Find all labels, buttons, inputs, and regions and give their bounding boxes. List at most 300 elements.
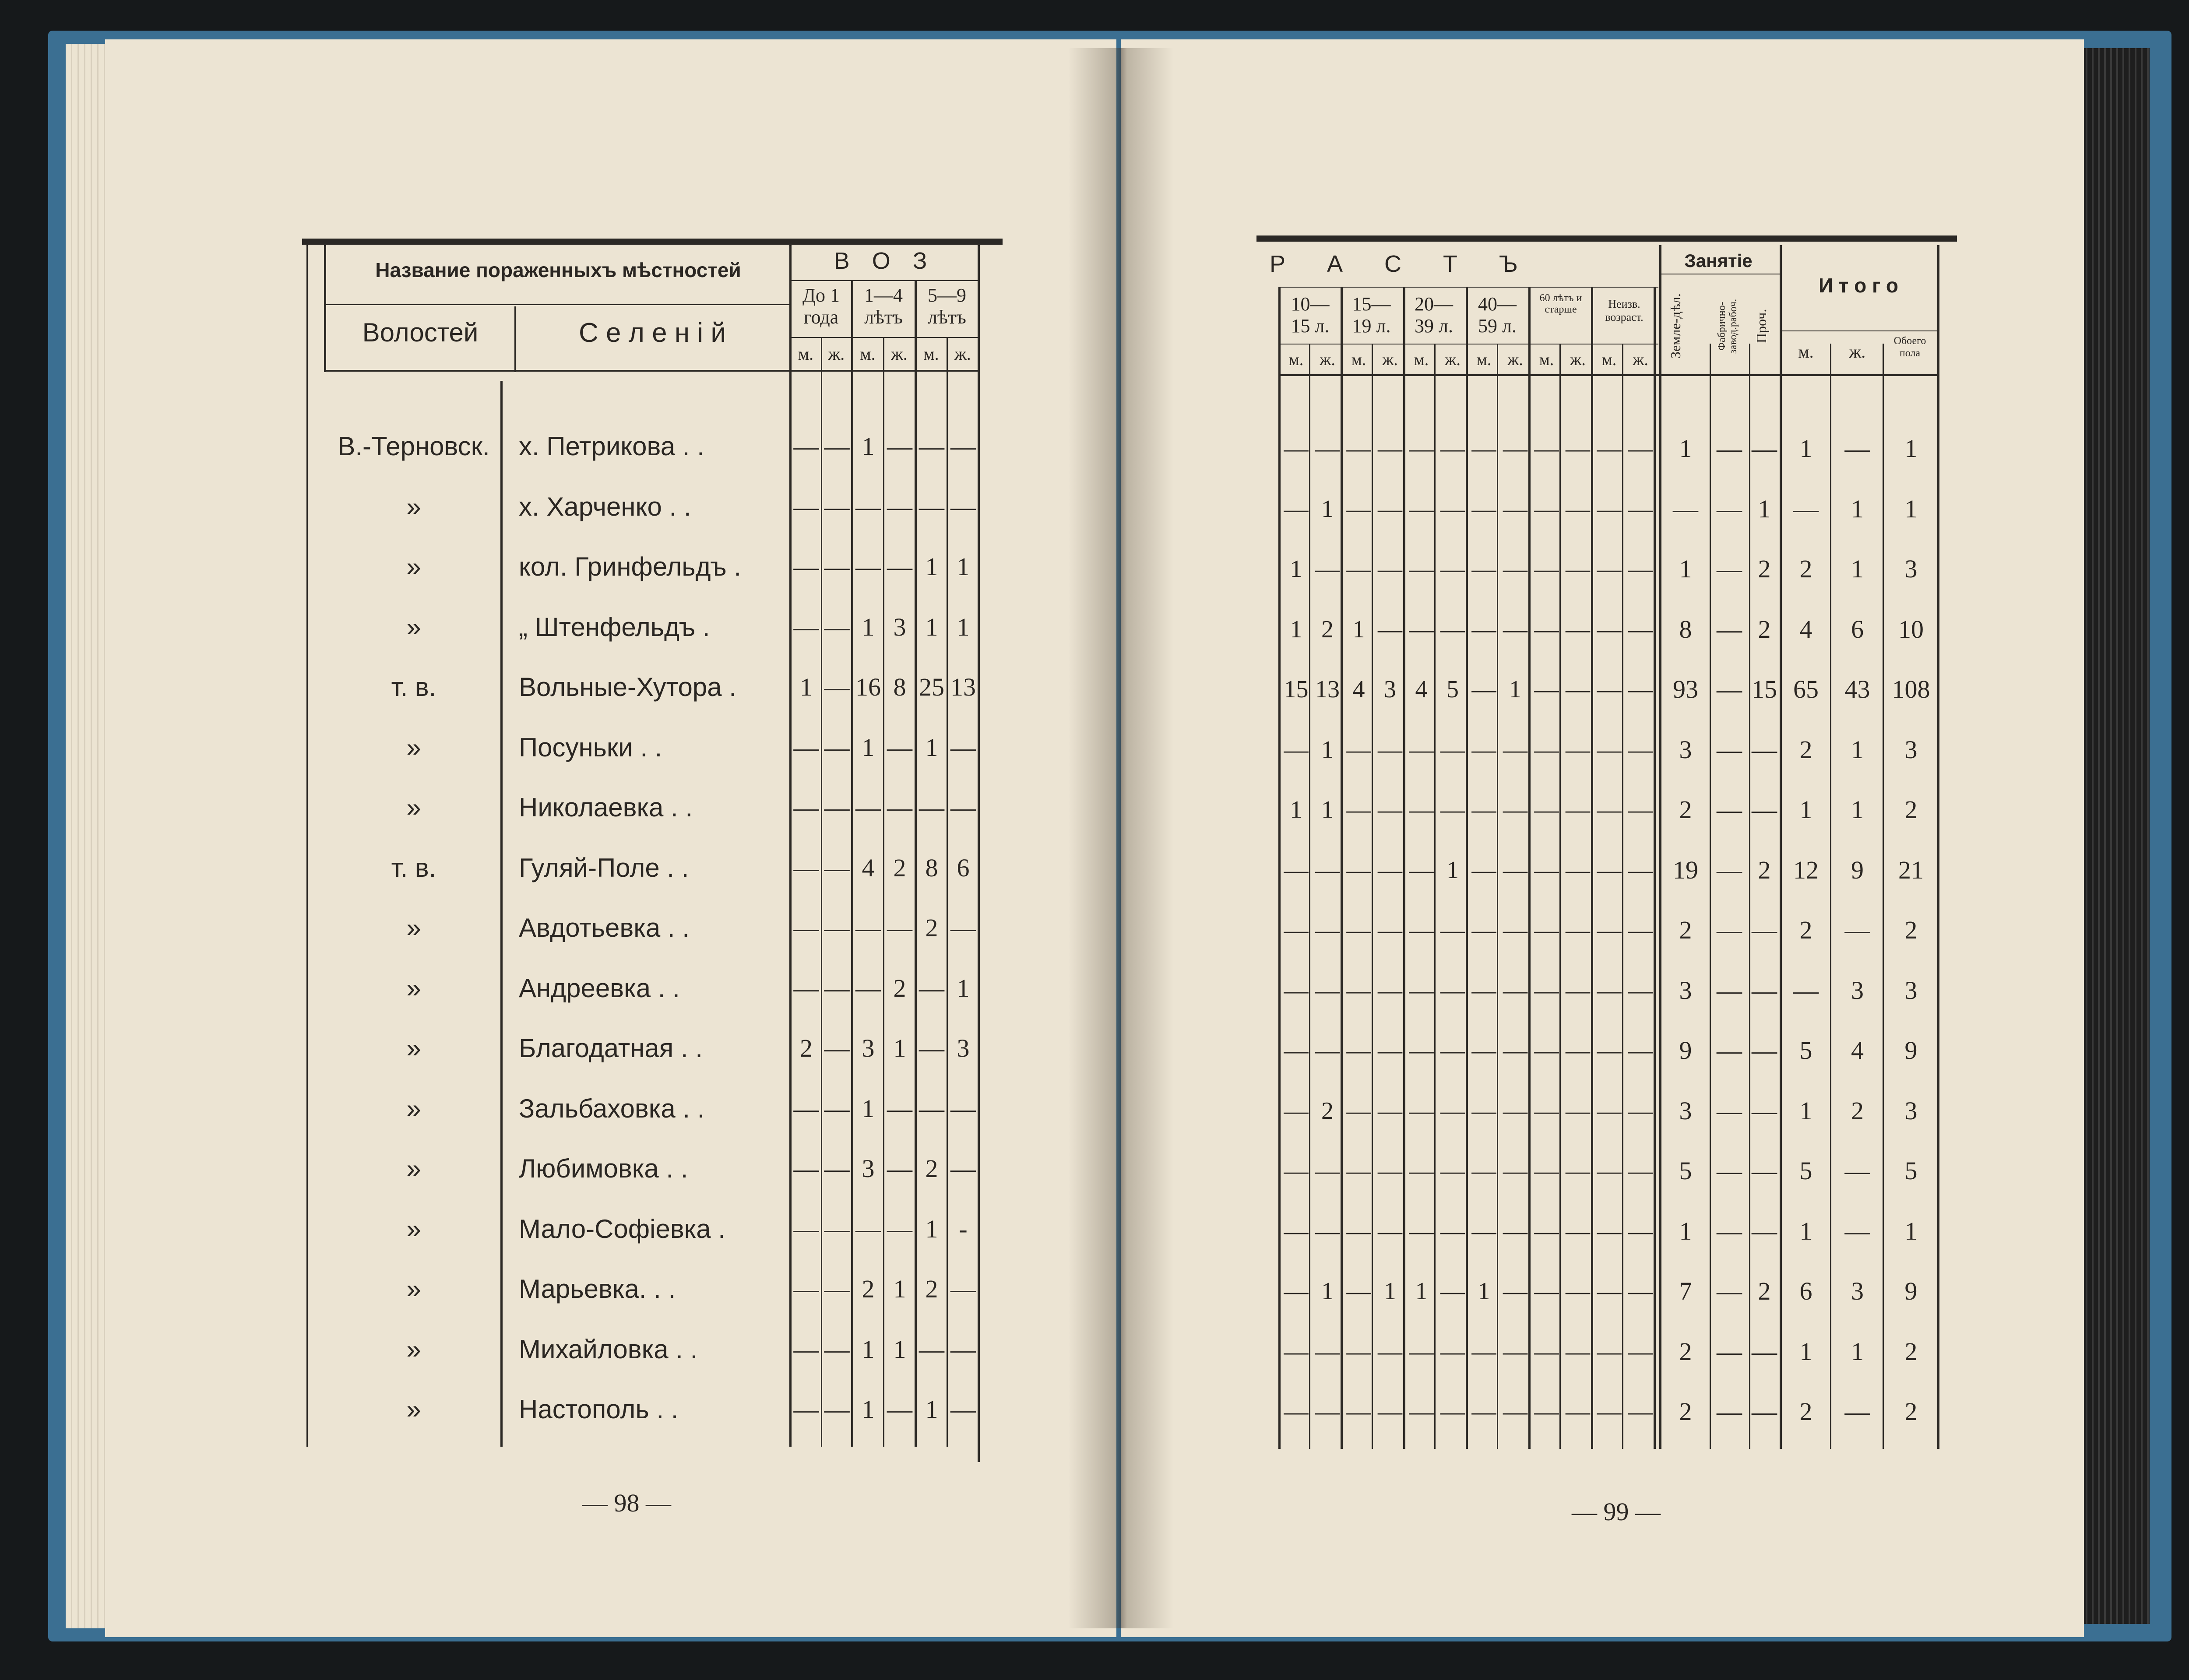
- header-selo: С е л е н і й: [579, 318, 726, 348]
- value-cell: —: [1566, 1157, 1590, 1184]
- value-cell: 93: [1673, 675, 1698, 703]
- value-cell: —: [1346, 1338, 1371, 1365]
- value-cell: —: [1315, 1217, 1340, 1245]
- value-cell: 5: [1446, 676, 1459, 703]
- value-cell: —: [1440, 1097, 1465, 1125]
- value-cell: 1: [1321, 1278, 1334, 1305]
- value-cell: —: [1378, 555, 1402, 583]
- value-cell: 2: [1679, 1337, 1692, 1366]
- value-cell: —: [1534, 1338, 1559, 1365]
- value-cell: —: [1534, 917, 1559, 944]
- value-cell: —: [1471, 1398, 1496, 1425]
- page-number: — 98 —: [582, 1489, 671, 1517]
- value-cell: —: [1284, 435, 1309, 462]
- value-cell: —: [1471, 856, 1496, 884]
- value-cell: —: [1378, 615, 1402, 643]
- value-cell: 1: [862, 1335, 875, 1364]
- value-cell: —: [1440, 1398, 1465, 1425]
- value-cell: —: [919, 1094, 944, 1123]
- value-cell: —: [1752, 1156, 1777, 1185]
- value-cell: 1: [1851, 735, 1864, 764]
- value-cell: 3: [1679, 976, 1692, 1005]
- header-bottom-rule: [326, 370, 979, 372]
- header-age-group: 5—9 лѣтъ: [928, 285, 966, 328]
- value-cell: —: [1378, 796, 1402, 823]
- value-cell: —: [887, 1214, 912, 1243]
- value-cell: 1: [1446, 856, 1459, 884]
- value-cell: 1: [893, 1335, 906, 1364]
- value-cell: —: [1717, 976, 1742, 1005]
- value-cell: —: [855, 914, 881, 942]
- value-cell: —: [1346, 856, 1371, 884]
- header-sex: ж.: [828, 344, 845, 364]
- value-cell: —: [1566, 435, 1590, 462]
- value-cell: —: [887, 432, 912, 460]
- value-cell: —: [1471, 676, 1496, 703]
- value-cell: —: [824, 974, 850, 1002]
- value-cell: —: [1346, 736, 1371, 763]
- value-cell: —: [824, 432, 850, 460]
- value-cell: —: [1503, 495, 1527, 523]
- value-cell: 3: [1851, 1277, 1864, 1305]
- value-cell: —: [919, 1034, 944, 1062]
- value-cell: —: [1597, 495, 1622, 523]
- header-sex: м.: [923, 344, 939, 364]
- value-cell: 4: [1851, 1036, 1864, 1065]
- value-cell: 65: [1793, 675, 1819, 703]
- value-cell: 2: [1904, 795, 1918, 824]
- value-cell: —: [1346, 435, 1371, 462]
- value-cell: 1: [862, 612, 875, 641]
- header-age-group: Неизв. возраст.: [1605, 298, 1644, 323]
- value-cell: 3: [862, 1034, 875, 1062]
- value-cell: —: [1471, 495, 1496, 523]
- value-cell: 1: [1799, 434, 1812, 463]
- value-cell: —: [1409, 1398, 1434, 1425]
- value-cell: —: [1597, 555, 1622, 583]
- value-cell: —: [1752, 1036, 1777, 1065]
- column-divider: [1659, 245, 1661, 1449]
- value-cell: —: [1315, 1037, 1340, 1064]
- value-cell: —: [1628, 435, 1653, 462]
- value-cell: —: [1752, 1216, 1777, 1245]
- value-cell: 12: [1793, 855, 1819, 884]
- value-cell: —: [1346, 1398, 1371, 1425]
- value-cell: 2: [1799, 555, 1812, 583]
- value-cell: —: [1409, 796, 1434, 823]
- volost-cell: »: [406, 1274, 421, 1304]
- value-cell: —: [793, 1275, 819, 1303]
- value-cell: 1: [1904, 434, 1918, 463]
- value-cell: —: [1315, 856, 1340, 884]
- value-cell: —: [1409, 615, 1434, 643]
- value-cell: —: [1440, 1278, 1465, 1305]
- value-cell: —: [1752, 916, 1777, 944]
- value-cell: —: [1440, 1217, 1465, 1245]
- value-cell: —: [1628, 736, 1653, 763]
- header-age-label: В О З: [834, 248, 935, 274]
- value-cell: —: [793, 974, 819, 1002]
- value-cell: —: [1628, 917, 1653, 944]
- value-cell: —: [919, 974, 944, 1002]
- volost-cell: т. в.: [391, 853, 436, 882]
- value-cell: —: [824, 1094, 850, 1123]
- value-cell: 2: [1321, 1097, 1334, 1125]
- value-cell: 1: [1321, 736, 1334, 763]
- header-rule: [792, 280, 979, 281]
- value-cell: 1: [1321, 796, 1334, 823]
- value-cell: —: [1503, 977, 1527, 1004]
- value-cell: —: [1503, 435, 1527, 462]
- value-cell: —: [950, 492, 976, 521]
- value-cell: —: [1628, 1217, 1653, 1245]
- value-cell: —: [1440, 1037, 1465, 1064]
- value-cell: —: [824, 1395, 850, 1423]
- value-cell: —: [824, 673, 850, 701]
- volost-cell: »: [406, 1033, 421, 1063]
- selo-cell: Николаевка . .: [519, 793, 693, 822]
- value-cell: —: [1717, 434, 1742, 463]
- selo-cell: Авдотьевка . .: [519, 913, 690, 942]
- value-cell: —: [1378, 917, 1402, 944]
- value-cell: —: [1284, 736, 1309, 763]
- value-cell: 2: [1679, 916, 1692, 944]
- value-cell: 4: [1799, 615, 1812, 643]
- value-cell: —: [1597, 1338, 1622, 1365]
- value-cell: —: [1503, 917, 1527, 944]
- value-cell: —: [1471, 1338, 1496, 1365]
- value-cell: 8: [925, 853, 938, 882]
- value-cell: 2: [1799, 1397, 1812, 1426]
- value-cell: —: [824, 1034, 850, 1062]
- value-cell: 1: [1799, 1337, 1812, 1366]
- value-cell: —: [1566, 796, 1590, 823]
- value-cell: —: [1597, 676, 1622, 703]
- volost-cell: »: [406, 612, 421, 642]
- value-cell: —: [1409, 555, 1434, 583]
- value-cell: 6: [1851, 615, 1864, 643]
- value-cell: —: [1793, 976, 1819, 1005]
- value-cell: —: [793, 1335, 819, 1364]
- header-sex: м.: [1601, 351, 1617, 369]
- selo-cell: Зальбаховка . .: [519, 1093, 705, 1123]
- header-sex: м.: [1288, 351, 1304, 369]
- value-cell: 2: [1679, 795, 1692, 824]
- value-cell: 1: [1904, 1216, 1918, 1245]
- value-cell: 9: [1851, 855, 1864, 884]
- value-cell: —: [824, 733, 850, 762]
- value-cell: —: [1409, 1037, 1434, 1064]
- header-age-group: 10— 15 л.: [1291, 293, 1330, 337]
- value-cell: 108: [1892, 675, 1930, 703]
- value-cell: —: [1409, 736, 1434, 763]
- value-cell: —: [1597, 435, 1622, 462]
- value-cell: 4: [1352, 676, 1365, 703]
- value-cell: 4: [862, 853, 875, 882]
- value-cell: —: [1346, 1097, 1371, 1125]
- value-cell: —: [1378, 1157, 1402, 1184]
- value-cell: —: [1284, 1097, 1309, 1125]
- value-cell: —: [1440, 796, 1465, 823]
- value-cell: 1: [925, 733, 938, 762]
- value-cell: —: [950, 914, 976, 942]
- selo-cell: х. Петрикова . .: [519, 432, 704, 461]
- value-cell: —: [1717, 1096, 1742, 1125]
- value-cell: 3: [893, 612, 906, 641]
- volost-cell: »: [406, 1154, 421, 1183]
- value-cell: —: [1378, 1398, 1402, 1425]
- value-cell: —: [1440, 435, 1465, 462]
- value-cell: —: [1534, 495, 1559, 523]
- value-cell: —: [1566, 555, 1590, 583]
- value-cell: —: [1378, 1037, 1402, 1064]
- value-cell: —: [1471, 977, 1496, 1004]
- value-cell: —: [1534, 856, 1559, 884]
- value-cell: —: [1628, 796, 1653, 823]
- value-cell: 1: [1851, 494, 1864, 523]
- value-cell: —: [1409, 1157, 1434, 1184]
- value-cell: 8: [893, 673, 906, 701]
- value-cell: 3: [1851, 976, 1864, 1005]
- value-cell: —: [919, 492, 944, 521]
- value-cell: —: [1534, 555, 1559, 583]
- header-occupation-col: Земле-дѣл.: [1668, 293, 1683, 359]
- value-cell: —: [1628, 856, 1653, 884]
- column-divider: [1883, 344, 1884, 1449]
- value-cell: —: [793, 552, 819, 581]
- volost-cell: »: [406, 492, 421, 521]
- value-cell: —: [950, 1094, 976, 1123]
- value-cell: —: [1471, 917, 1496, 944]
- value-cell: —: [1628, 977, 1653, 1004]
- value-cell: —: [1346, 977, 1371, 1004]
- volost-cell: »: [406, 1395, 421, 1424]
- value-cell: 3: [1904, 735, 1918, 764]
- volost-cell: »: [406, 1334, 421, 1364]
- header-volost: Волостей: [362, 318, 479, 347]
- value-cell: 16: [855, 673, 881, 701]
- selo-cell: Андреевка . .: [519, 973, 680, 1003]
- value-cell: —: [1628, 495, 1653, 523]
- value-cell: —: [919, 1335, 944, 1364]
- value-cell: —: [1471, 1157, 1496, 1184]
- value-cell: —: [1844, 1216, 1870, 1245]
- value-cell: —: [1628, 1278, 1653, 1305]
- value-cell: 6: [957, 853, 970, 882]
- value-cell: —: [1566, 1278, 1590, 1305]
- value-cell: 6: [1799, 1277, 1812, 1305]
- value-cell: —: [1717, 494, 1742, 523]
- value-cell: —: [1717, 795, 1742, 824]
- value-cell: 13: [1315, 676, 1340, 703]
- value-cell: —: [1471, 555, 1496, 583]
- value-cell: —: [1284, 1037, 1309, 1064]
- value-cell: —: [1378, 736, 1402, 763]
- value-cell: —: [1566, 917, 1590, 944]
- value-cell: —: [950, 1395, 976, 1423]
- value-cell: —: [1378, 1097, 1402, 1125]
- volost-cell: »: [406, 732, 421, 762]
- value-cell: —: [1503, 856, 1527, 884]
- book-gutter: [1068, 48, 1173, 1628]
- value-cell: —: [1346, 495, 1371, 523]
- header-sex: м.: [798, 344, 814, 364]
- header-group-title: Название пораженныхъ мѣстностей: [375, 259, 741, 281]
- value-cell: 1: [1904, 494, 1918, 523]
- value-cell: 5: [1904, 1156, 1918, 1185]
- value-cell: 2: [1758, 855, 1771, 884]
- value-cell: —: [1534, 1157, 1559, 1184]
- value-cell: —: [1597, 615, 1622, 643]
- value-cell: 10: [1898, 615, 1924, 643]
- value-cell: —: [1378, 495, 1402, 523]
- value-cell: —: [1844, 1156, 1870, 1185]
- value-cell: —: [1752, 1397, 1777, 1426]
- selo-cell: Мало-Софіевка .: [519, 1214, 725, 1244]
- value-cell: —: [1628, 615, 1653, 643]
- value-cell: —: [1409, 1217, 1434, 1245]
- value-cell: —: [1409, 1097, 1434, 1125]
- value-cell: 1: [1851, 795, 1864, 824]
- value-cell: —: [950, 1275, 976, 1303]
- value-cell: —: [1503, 1097, 1527, 1125]
- value-cell: 1: [1851, 555, 1864, 583]
- volost-cell: т. в.: [391, 672, 436, 702]
- value-cell: —: [1315, 1398, 1340, 1425]
- value-cell: —: [1284, 917, 1309, 944]
- volost-cell: »: [406, 793, 421, 822]
- top-rule: [1256, 235, 1957, 242]
- value-cell: —: [919, 793, 944, 822]
- value-cell: —: [1534, 977, 1559, 1004]
- value-cell: 19: [1673, 855, 1698, 884]
- header-sex: ж.: [1382, 351, 1398, 369]
- value-cell: —: [1471, 736, 1496, 763]
- value-cell: —: [1284, 1398, 1309, 1425]
- value-cell: —: [1534, 736, 1559, 763]
- value-cell: —: [1503, 1338, 1527, 1365]
- value-cell: —: [1717, 1277, 1742, 1305]
- value-cell: —: [1440, 977, 1465, 1004]
- value-cell: 9: [1679, 1036, 1692, 1065]
- value-cell: —: [950, 1154, 976, 1183]
- value-cell: —: [793, 793, 819, 822]
- value-cell: —: [1566, 1037, 1590, 1064]
- value-cell: —: [1752, 434, 1777, 463]
- value-cell: 43: [1844, 675, 1870, 703]
- value-cell: —: [1752, 1096, 1777, 1125]
- value-cell: —: [1717, 1036, 1742, 1065]
- value-cell: —: [1409, 917, 1434, 944]
- page-stack-right: [2075, 48, 2150, 1624]
- value-cell: 1: [1290, 796, 1302, 823]
- header-rule: [1278, 287, 1658, 288]
- value-cell: —: [824, 1335, 850, 1364]
- value-cell: —: [950, 1335, 976, 1364]
- header-rule: [326, 304, 789, 305]
- value-cell: —: [887, 492, 912, 521]
- selo-cell: „ Штенфельдъ .: [519, 612, 710, 642]
- value-cell: —: [1471, 615, 1496, 643]
- value-cell: —: [824, 1154, 850, 1183]
- value-cell: —: [793, 432, 819, 460]
- value-cell: 1: [862, 733, 875, 762]
- value-cell: —: [1534, 1398, 1559, 1425]
- value-cell: —: [950, 793, 976, 822]
- value-cell: 15: [1284, 676, 1309, 703]
- value-cell: —: [1752, 976, 1777, 1005]
- header-age-group: До 1 года: [802, 285, 840, 328]
- value-cell: 2: [1679, 1397, 1692, 1426]
- value-cell: 2: [800, 1034, 813, 1062]
- header-sex: м.: [1414, 351, 1429, 369]
- value-cell: —: [1503, 736, 1527, 763]
- table-border: [306, 245, 308, 1447]
- value-cell: —: [1315, 555, 1340, 583]
- selo-cell: Вольные-Хутора .: [519, 672, 736, 702]
- value-cell: 3: [1904, 555, 1918, 583]
- value-cell: —: [1284, 1278, 1309, 1305]
- column-divider: [789, 245, 792, 1447]
- selo-cell: Гуляй-Поле . .: [519, 853, 689, 882]
- value-cell: —: [1503, 1278, 1527, 1305]
- selo-cell: х. Харченко . .: [519, 492, 691, 521]
- value-cell: —: [1315, 977, 1340, 1004]
- value-cell: —: [887, 733, 912, 762]
- value-cell: —: [1440, 736, 1465, 763]
- value-cell: —: [1534, 1217, 1559, 1245]
- value-cell: —: [1628, 676, 1653, 703]
- value-cell: 1: [862, 432, 875, 460]
- value-cell: —: [855, 492, 881, 521]
- value-cell: 1: [957, 974, 970, 1002]
- value-cell: —: [1566, 495, 1590, 523]
- value-cell: 1: [862, 1395, 875, 1423]
- value-cell: —: [1503, 1217, 1527, 1245]
- value-cell: —: [1597, 1157, 1622, 1184]
- value-cell: 15: [1752, 675, 1777, 703]
- value-cell: 5: [1799, 1036, 1812, 1065]
- value-cell: 5: [1799, 1156, 1812, 1185]
- header-occupation-col: Проч.: [1753, 309, 1769, 344]
- header-sex: ж.: [1320, 351, 1335, 369]
- value-cell: —: [1471, 435, 1496, 462]
- value-cell: 1: [957, 552, 970, 581]
- column-divider: [1830, 344, 1831, 1449]
- value-cell: —: [855, 552, 881, 581]
- value-cell: 1: [1851, 1337, 1864, 1366]
- value-cell: —: [1284, 1338, 1309, 1365]
- value-cell: 2: [1904, 916, 1918, 944]
- value-cell: —: [887, 1094, 912, 1123]
- header-age-group: 40— 59 л.: [1478, 293, 1517, 337]
- value-cell: 1: [957, 612, 970, 641]
- value-cell: —: [1793, 494, 1819, 523]
- value-cell: —: [1503, 1037, 1527, 1064]
- value-cell: —: [1409, 977, 1434, 1004]
- value-cell: —: [1566, 676, 1590, 703]
- value-cell: —: [1844, 916, 1870, 944]
- value-cell: 3: [957, 1034, 970, 1062]
- value-cell: 2: [1904, 1397, 1918, 1426]
- selo-cell: Михайловка . .: [519, 1334, 698, 1364]
- value-cell: 1: [893, 1275, 906, 1303]
- value-cell: 25: [919, 673, 944, 701]
- value-cell: —: [1315, 435, 1340, 462]
- value-cell: —: [1284, 1157, 1309, 1184]
- value-cell: —: [1597, 1097, 1622, 1125]
- value-cell: 2: [925, 1275, 938, 1303]
